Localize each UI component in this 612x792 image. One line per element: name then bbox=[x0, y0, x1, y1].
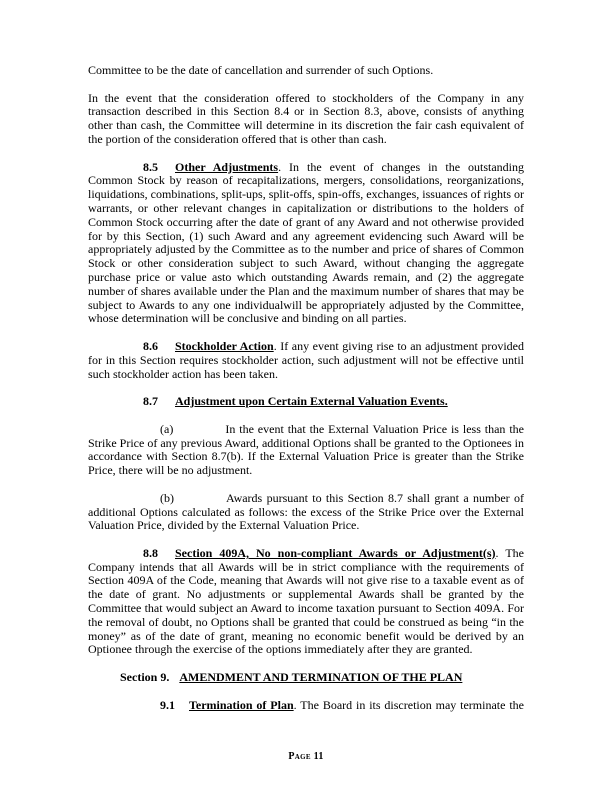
section-8-8 bbox=[88, 547, 524, 657]
subsection-letter: (b) bbox=[160, 490, 174, 505]
section-8-7 bbox=[88, 395, 524, 409]
text-run: . The Board in its discretion may terminate the bbox=[293, 697, 524, 712]
document-body bbox=[88, 64, 524, 712]
paragraph bbox=[88, 92, 524, 147]
section-heading: AMENDMENT AND TERMINATION OF THE PLAN bbox=[179, 670, 463, 685]
page-number: Page 11 bbox=[288, 751, 324, 763]
tab-spacer bbox=[158, 404, 175, 405]
section-number: 8.7 bbox=[143, 394, 158, 409]
section-9-heading bbox=[88, 671, 524, 685]
text-run: . The Company intends that all Awards will be in strict compliance with the requirements of Section 409A of the Code, meaning that Awards will not give rise to a taxable event as of the date of grant. No adjustments or supplemental Awards shall be granted by the Committee that would subject an Award to income taxation pursuant to Section 409A. For the removal of doubt, no Options shall be granted that could be construed as being “in the money” as of the date of grant, meaning no economic benefit would be derived by an Optionee through the exercise of the options immediately after they are granted. bbox=[88, 545, 524, 657]
section-heading: Section 409A, No non-compliant Awards or Adjustment(s) bbox=[175, 545, 496, 560]
section-8-5 bbox=[88, 161, 524, 327]
section-heading: Stockholder Action bbox=[175, 338, 274, 353]
text-run: Awards pursuant to this Section 8.7 shall grant a number of additional Options calculated as follows: the excess of the Strike Price over the External Valuation Price, divided by the External Valuation Price. bbox=[88, 490, 524, 533]
section-number: 8.8 bbox=[143, 545, 158, 560]
tab-spacer bbox=[175, 708, 189, 709]
tab-spacer bbox=[158, 170, 175, 171]
section-heading: Adjustment upon Certain External Valuation Events. bbox=[175, 394, 448, 409]
section-number: Section 9. bbox=[120, 670, 170, 685]
section-number: 8.6 bbox=[143, 338, 158, 353]
tab-spacer bbox=[173, 432, 225, 433]
text-run: . In the event of changes in the outstanding Common Stock by reason of recapitalizations, mergers, consolidations, reorganizations, liquidations, combinations, split-ups, split-offs, spin-offs, exchanges, issuances of rights or warrants, or other relevant changes in capitalization or distributions to the holders of Common Stock occurring after the date of grant of any Award and not otherwise provided for by this Section, (1) such Award and any agreement evidencing such Award will be appropriately adjusted by the Committee as to the number and price of shares of Common Stock or other consideration subject to such Award, without changing the aggregate purchase price or value asto which outstanding Awards remain, and (2) the aggregate number of shares available under the Plan and the maximum number of shares that may be subject to Awards to any one individualwill be appropriately adjusted by the Committee, whose determination will be conclusive and binding on all parties. bbox=[88, 159, 524, 326]
section-8-6 bbox=[88, 340, 524, 381]
tab-spacer bbox=[158, 556, 175, 557]
paragraph-continuation bbox=[88, 64, 524, 78]
section-heading: Termination of Plan bbox=[189, 697, 294, 712]
section-heading: Other Adjustments bbox=[175, 159, 279, 174]
section-8-7-b bbox=[88, 492, 524, 533]
text-run: . If any event giving rise to an adjustment provided for in this Section requires stockholder action, such adjustment will not be effective until such stockholder action has been taken. bbox=[88, 338, 524, 381]
text-run: In the event that the External Valuation Price is less than the Strike Price of any previous Award, additional Options shall be granted to the Optionees in accordance with Section 8.7(b). If the External Valuation Price is greater than the Strike Price, there will be no adjustment. bbox=[88, 421, 524, 478]
tab-spacer bbox=[174, 501, 226, 502]
subsection-letter: (a) bbox=[160, 421, 174, 436]
text-run: Committee to be the date of cancellation and surrender of such Options. bbox=[88, 63, 434, 77]
section-number: 9.1 bbox=[160, 697, 175, 712]
section-9-1 bbox=[88, 699, 524, 713]
text-run: In the event that the consideration offered to stockholders of the Company in any transaction described in this Section 8.4 or in Section 8.3, above, consists of anything other than cash, the Committee will determine in its discretion the fair cash equivalent of the portion of the consideration offered that is other than cash. bbox=[88, 90, 524, 146]
section-number: 8.5 bbox=[143, 159, 158, 174]
section-8-7-a bbox=[88, 423, 524, 478]
tab-spacer bbox=[169, 680, 179, 681]
tab-spacer bbox=[158, 349, 175, 350]
